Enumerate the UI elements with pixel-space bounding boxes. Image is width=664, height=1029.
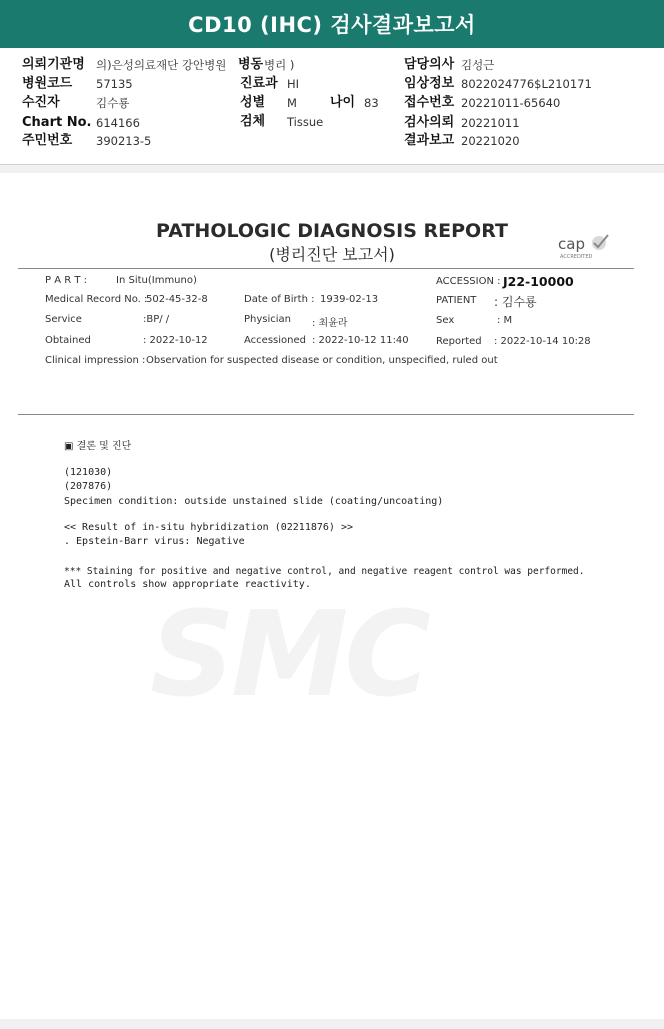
section-band bbox=[0, 165, 664, 173]
value-hospital-code: 57135 bbox=[96, 77, 133, 91]
value-chart-no: 614166 bbox=[96, 116, 140, 130]
bottom-band bbox=[0, 1019, 664, 1029]
body-line-1: (121030) bbox=[64, 467, 113, 478]
label-ward: 병동 bbox=[238, 57, 264, 72]
label-sex: 성별 bbox=[240, 95, 266, 110]
accessioned-label: Accessioned bbox=[244, 335, 306, 346]
control-note-2: All controls show appropriate reactivity. bbox=[64, 579, 311, 590]
value-sex: M bbox=[287, 96, 297, 110]
specimen-condition: Specimen condition: outside unstained slide (coating/uncoating) bbox=[64, 496, 444, 507]
cap-accredited-logo bbox=[556, 232, 610, 260]
value-result-report: 20221020 bbox=[461, 134, 520, 148]
label-result-report: 결과보고 bbox=[404, 133, 455, 148]
label-chart-no: Chart No. bbox=[22, 115, 92, 130]
obtained-value: : 2022-10-12 bbox=[143, 335, 208, 346]
patient-value: : 김수룡 bbox=[494, 295, 537, 309]
header-info bbox=[0, 48, 664, 170]
physician-value: : 최윤라 bbox=[312, 318, 348, 329]
value-ward: 병리 ) bbox=[264, 58, 295, 72]
value-requesting-institution: 의)은성의료재단 강안병원 bbox=[96, 58, 227, 72]
watermark-logo: SMC bbox=[150, 585, 428, 723]
value-clinical-info: 8022024776$L210171 bbox=[461, 77, 592, 91]
service-label: Service bbox=[45, 314, 82, 325]
dob-label: Date of Birth : bbox=[244, 294, 315, 305]
label-requesting-institution: 의뢰기관명 bbox=[22, 57, 85, 72]
reported-value: : 2022-10-14 10:28 bbox=[494, 336, 591, 347]
label-department: 진료과 bbox=[240, 76, 278, 91]
accession-value: J22-10000 bbox=[503, 274, 574, 289]
body-line-2: (207876) bbox=[64, 481, 113, 492]
value-department: HI bbox=[287, 77, 300, 91]
value-resident-number: 390213-5 bbox=[96, 134, 152, 148]
cap-logo-subtext: ACCREDITED bbox=[560, 254, 593, 260]
clinical-impression-value: Observation for suspected disease or condition, unspecified, ruled out bbox=[146, 355, 498, 366]
mrn-value: 502-45-32-8 bbox=[146, 294, 208, 305]
label-receipt-number: 접수번호 bbox=[404, 95, 455, 110]
label-patient-name: 수진자 bbox=[22, 95, 60, 110]
value-attending-physician: 김성근 bbox=[461, 58, 495, 72]
part-label: P A R T : bbox=[45, 275, 88, 286]
control-note-1: *** Staining for positive and negative control, and negative reagent control was performed. bbox=[64, 566, 585, 577]
patient-label: PATIENT bbox=[436, 295, 477, 306]
value-age: 83 bbox=[364, 96, 379, 110]
section-heading: ▣ 결론 및 진단 bbox=[64, 441, 132, 452]
label-resident-number: 주민번호 bbox=[22, 133, 73, 148]
obtained-label: Obtained bbox=[45, 335, 91, 346]
label-test-request: 검사의뢰 bbox=[404, 115, 455, 130]
report-title-ko: (병리진단 보고서) bbox=[269, 245, 395, 264]
sex-label: Sex bbox=[436, 315, 455, 326]
label-attending-physician: 담당의사 bbox=[404, 57, 455, 72]
label-clinical-info: 임상정보 bbox=[404, 76, 455, 91]
sex-value: : M bbox=[497, 315, 513, 326]
value-receipt-number: 20221011-65640 bbox=[461, 96, 561, 110]
accession-label: ACCESSION : bbox=[436, 276, 501, 287]
label-hospital-code: 병원코드 bbox=[22, 76, 73, 91]
part-value: In Situ(Immuno) bbox=[116, 275, 197, 286]
dob-value: 1939-02-13 bbox=[320, 294, 379, 305]
label-age: 나이 bbox=[330, 95, 356, 110]
value-patient-name: 김수룡 bbox=[96, 96, 130, 110]
physician-label: Physician bbox=[244, 314, 292, 325]
cap-logo-text: cap bbox=[558, 235, 585, 253]
report-title-en: PATHOLOGIC DIAGNOSIS REPORT bbox=[156, 220, 508, 242]
ebv-result: . Epstein-Barr virus: Negative bbox=[64, 536, 245, 547]
report-top-rule bbox=[18, 268, 634, 269]
label-specimen: 검체 bbox=[240, 114, 266, 129]
mrn-label: Medical Record No. : bbox=[45, 294, 148, 305]
value-test-request: 20221011 bbox=[461, 116, 520, 130]
clinical-impression-label: Clinical impression : bbox=[45, 355, 146, 366]
accessioned-value: : 2022-10-12 11:40 bbox=[312, 335, 409, 346]
result-heading: << Result of in-situ hybridization (02211876) >> bbox=[64, 522, 353, 533]
document-title: CD10 (IHC) 검사결과보고서 bbox=[0, 0, 664, 48]
value-specimen: Tissue bbox=[287, 115, 324, 129]
service-value: :BP/ / bbox=[143, 314, 170, 325]
reported-label: Reported bbox=[436, 336, 482, 347]
report-bottom-rule bbox=[18, 414, 634, 415]
